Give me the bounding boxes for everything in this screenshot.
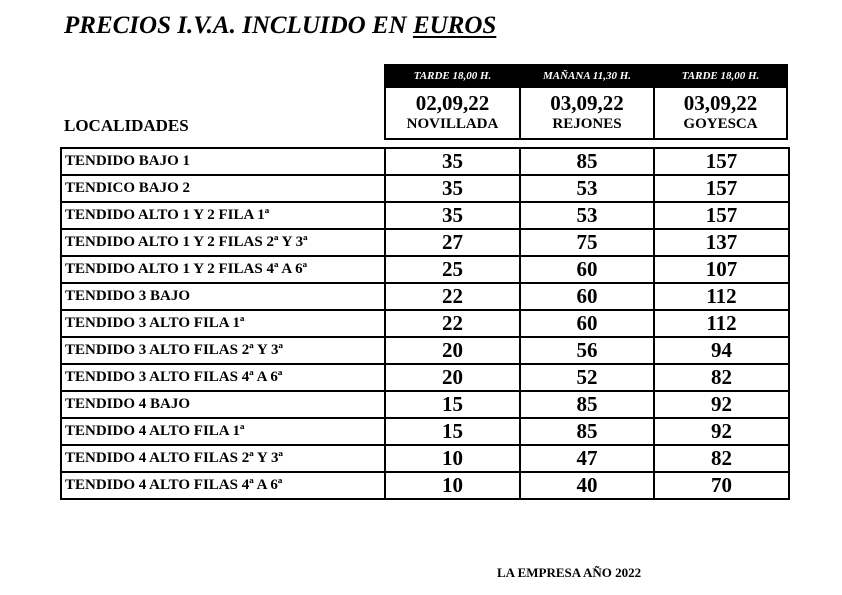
header-column-rejones: [519, 64, 653, 140]
price-table: [60, 147, 790, 500]
price-cell: 112: [654, 283, 789, 310]
price-cell: 47: [520, 445, 654, 472]
price-cell: 20: [385, 364, 520, 391]
price-cell: 82: [654, 445, 789, 472]
price-cell: 53: [520, 202, 654, 229]
price-cell: 10: [385, 472, 520, 499]
title-currency: EUROS: [412, 12, 497, 39]
header-date: 03,09,22: [550, 91, 624, 115]
location-name: TENDIDO ALTO 1 Y 2 FILAS 2ª Y 3ª: [61, 229, 385, 256]
location-name: TENDICO BAJO 2: [61, 175, 385, 202]
header-event: GOYESCA: [683, 116, 758, 132]
price-cell: 157: [654, 175, 789, 202]
price-cell: 112: [654, 310, 789, 337]
price-cell: 82: [654, 364, 789, 391]
table-row: [61, 445, 789, 472]
price-cell: 157: [654, 148, 789, 175]
price-cell: 20: [385, 337, 520, 364]
header-event: NOVILLADA: [406, 116, 499, 132]
price-cell: 85: [520, 148, 654, 175]
table-row: [61, 175, 789, 202]
table-row: [61, 418, 789, 445]
price-cell: 35: [385, 175, 520, 202]
price-cell: 94: [654, 337, 789, 364]
localidades-header: LOCALIDADES: [64, 116, 189, 135]
header-column-goyesca: [653, 64, 788, 140]
price-cell: 85: [520, 418, 654, 445]
header-column-novillada: [384, 64, 519, 140]
price-cell: 27: [385, 229, 520, 256]
location-name: TENDIDO ALTO 1 Y 2 FILAS 4ª A 6ª: [61, 256, 385, 283]
price-cell: 75: [520, 229, 654, 256]
table-row: [61, 472, 789, 499]
table-row: [61, 283, 789, 310]
header-divider: [384, 138, 788, 140]
location-name: TENDIDO 3 BAJO: [61, 283, 385, 310]
location-name: TENDIDO 3 ALTO FILAS 2ª Y 3ª: [61, 337, 385, 364]
table-header: [60, 64, 788, 140]
location-name: TENDIDO BAJO 1: [61, 148, 385, 175]
price-cell: 10: [385, 445, 520, 472]
price-cell: 60: [520, 310, 654, 337]
header-date: 03,09,22: [683, 91, 758, 115]
price-cell: 25: [385, 256, 520, 283]
price-cell: 60: [520, 283, 654, 310]
price-cell: 85: [520, 391, 654, 418]
header-event: REJONES: [552, 116, 622, 132]
price-cell: 22: [385, 310, 520, 337]
price-cell: 157: [654, 202, 789, 229]
price-cell: 22: [385, 283, 520, 310]
price-cell: 92: [654, 391, 789, 418]
table-row: [61, 364, 789, 391]
page-title: [64, 12, 496, 40]
table-row: [61, 229, 789, 256]
location-name: TENDIDO 4 ALTO FILAS 4ª A 6ª: [61, 472, 385, 499]
location-name: TENDIDO 3 ALTO FILA 1ª: [61, 310, 385, 337]
table-row: [61, 391, 789, 418]
table-row: [61, 148, 789, 175]
price-cell: 92: [654, 418, 789, 445]
price-cell: 53: [520, 175, 654, 202]
header-date: 02,09,22: [415, 91, 490, 115]
price-cell: 107: [654, 256, 789, 283]
location-name: TENDIDO 3 ALTO FILAS 4ª A 6ª: [61, 364, 385, 391]
price-cell: 15: [385, 391, 520, 418]
table-row: [61, 256, 789, 283]
price-cell: 35: [385, 202, 520, 229]
header-time: TARDE 18,00 H.: [655, 64, 786, 88]
location-name: TENDIDO 4 ALTO FILA 1ª: [61, 418, 385, 445]
title-text: PRECIOS I.V.A. INCLUIDO EN: [64, 12, 413, 39]
header-time: MAÑANA 11,30 H.: [521, 64, 653, 88]
price-cell: 40: [520, 472, 654, 499]
price-cell: 137: [654, 229, 789, 256]
location-name: TENDIDO 4 ALTO FILAS 2ª Y 3ª: [61, 445, 385, 472]
table-row: [61, 337, 789, 364]
price-cell: 60: [520, 256, 654, 283]
location-name: TENDIDO ALTO 1 Y 2 FILA 1ª: [61, 202, 385, 229]
footer-note: LA EMPRESA AÑO 2022: [497, 565, 642, 580]
table-row: [61, 310, 789, 337]
header-time: TARDE 18,00 H.: [386, 64, 519, 88]
location-name: TENDIDO 4 BAJO: [61, 391, 385, 418]
price-cell: 70: [654, 472, 789, 499]
price-cell: 52: [520, 364, 654, 391]
table-row: [61, 202, 789, 229]
price-cell: 35: [385, 148, 520, 175]
price-cell: 15: [385, 418, 520, 445]
price-cell: 56: [520, 337, 654, 364]
